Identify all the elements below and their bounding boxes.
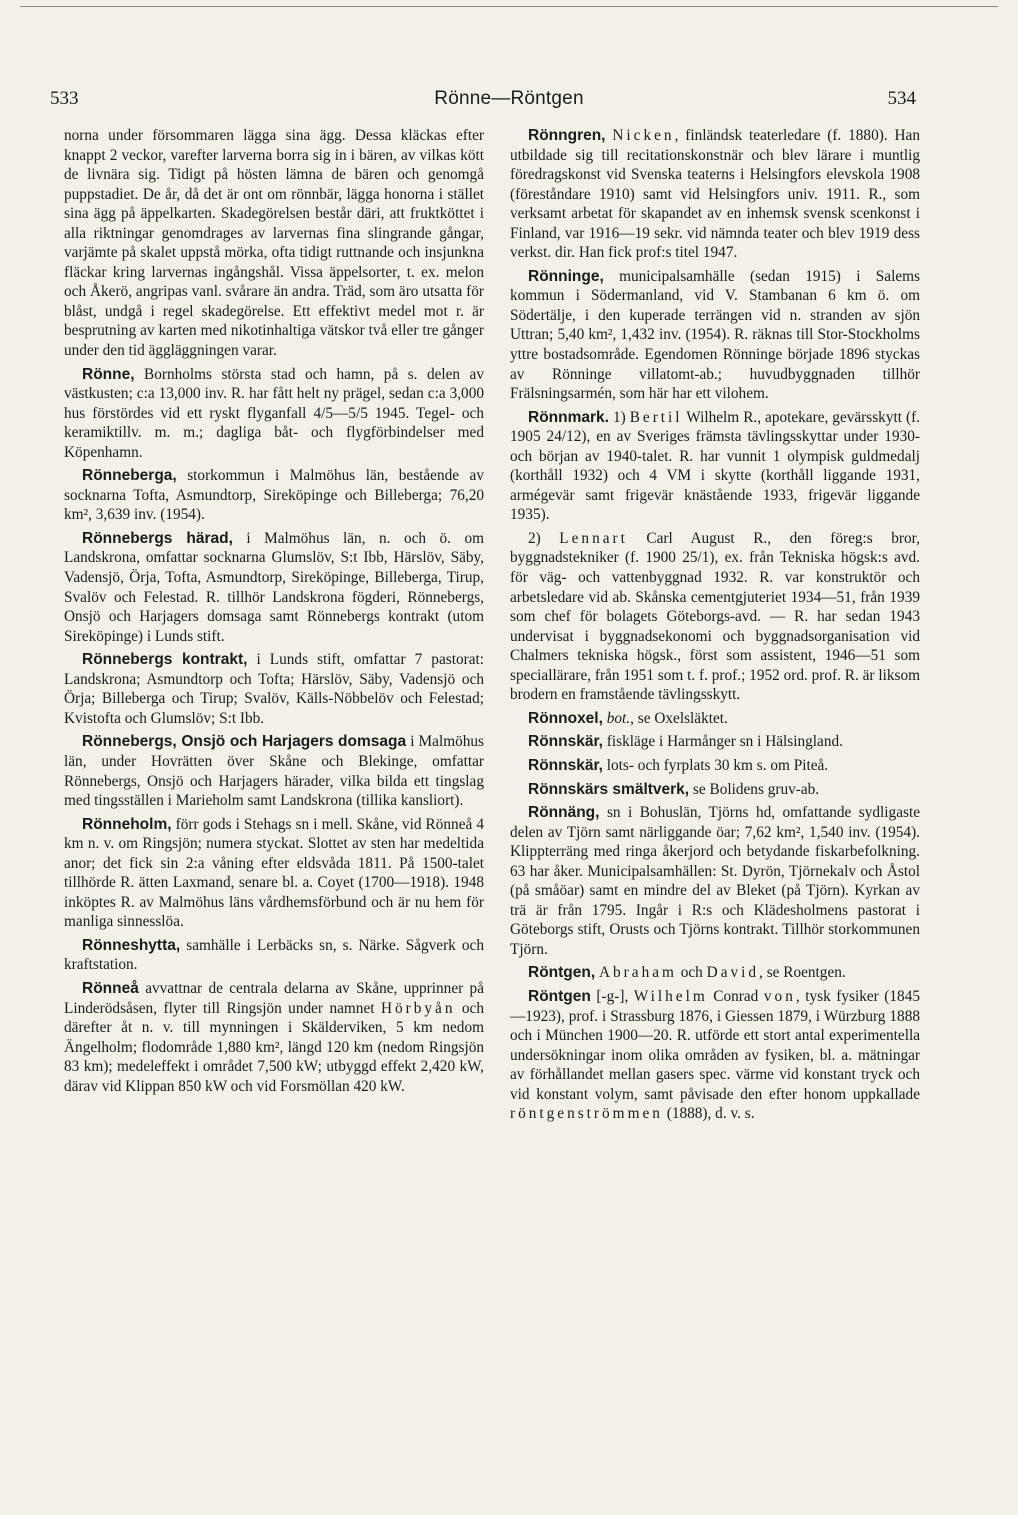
entry-ronnskars-smaltverk xyxy=(510,780,920,800)
entry-rontgen-wilhelm xyxy=(510,987,920,1124)
entry-text: , se Oxelsläktet. xyxy=(630,709,728,727)
headword: Rönneberga, xyxy=(82,467,177,485)
spaced-name: Nicken xyxy=(612,127,675,144)
entry-ronnebergs-harad xyxy=(64,529,484,646)
page-number-left: 533 xyxy=(50,88,79,109)
entry-ronngren xyxy=(510,126,920,263)
entry-text: i Lunds stift, omfattar 7 pastorat: Landskrona; Asmundtorp och Tofta; Härslöv, Säby, Vadensjö och Örja; Billeberga och Tirup; Svalöv, Källs-Nöbbelöv och Felestad; Kvistofta och Glumslöv; S:t Ibb. xyxy=(64,651,484,727)
spaced-name: Bertil xyxy=(629,408,683,426)
entry-text: , tysk fysiker (1845—1923), prof. i Strassburg 1876, i Giessen 1879, i Würzburg 1888 och i München 1900—20. R. utförde ett stort antal experimentella undersökningar inom olika områden av fysiken, bl. a. mätningar av förhållandet mellan gasers spec. värme vid konstant tryck och vid konstant volym, samt påvisade den efter honom uppkallade xyxy=(510,987,920,1103)
page-number-right: 534 xyxy=(887,88,916,109)
entry-ronneholm xyxy=(64,815,484,932)
entry-text: fiskläge i Harmånger sn i Hälsingland. xyxy=(602,733,843,751)
entry-ronnskar-2 xyxy=(510,756,920,776)
left-column xyxy=(64,126,484,1100)
entry-text: och xyxy=(676,964,707,982)
headword: Rönnebergs kontrakt, xyxy=(82,651,248,669)
entry-text: storkommun i Malmöhus län, bestående av socknarna Tofta, Asmundtorp, Sireköpinge och Billeberga; 76,20 km², 3,639 inv. (1954). xyxy=(64,467,484,524)
headword: Rönneå xyxy=(82,979,139,997)
headword: Röntgen xyxy=(528,987,591,1005)
headword: Rönnskärs smältverk, xyxy=(528,780,690,798)
entry-ronneshytta xyxy=(64,936,484,975)
italic-abbrev: bot. xyxy=(606,709,631,727)
running-title: Rönne—Röntgen xyxy=(434,88,584,109)
headword: Rönneholm, xyxy=(82,815,172,833)
entry-text: Bornholms största stad och hamn, på s. delen av västkusten; c:a 13,000 inv. R. har fått helt ny prägel, sedan c:a 3,000 hus förstördes vid ett ryskt flyganfall 4/5—5/5 1945. Tegel- och keramiktillv. m. m.; dagliga båt- och flygförbindelser med Köpenhamn. xyxy=(64,365,484,461)
entry-text: och därefter åt n. v. till mynningen i Skälderviken, 5 km nedom Ängelholm; flodområde 1,880 km², längd 120 km (nedom Ringsjön 83 km); medeleffekt i området 7,500 kW; utbyggd effekt 2,420 kW, därav vid Klippan 850 kW och vid Forsmöllan 420 kW. xyxy=(64,999,484,1095)
right-column xyxy=(510,126,920,1128)
headword: Rönnebergs härad, xyxy=(82,529,233,547)
spaced-name: Hörbyån xyxy=(380,999,456,1017)
headword: Rönne, xyxy=(82,365,135,383)
entry-text: samhälle i Lerbäcks sn, s. Närke. Sågverk och kraftstation. xyxy=(64,936,484,974)
page-header xyxy=(0,88,1018,118)
entry-text: [-g-], xyxy=(590,987,634,1005)
entry-ronnang xyxy=(510,803,920,959)
entry-ronnea xyxy=(64,979,484,1096)
entry-ronnmark-2 xyxy=(510,529,920,705)
entry-text: Conrad xyxy=(707,987,764,1005)
entry-ronninge xyxy=(510,267,920,404)
spaced-term: röntgenströmmen xyxy=(510,1105,663,1123)
headword: Rönngren, xyxy=(528,127,606,144)
spaced-name: von xyxy=(763,987,796,1005)
entry-ronne xyxy=(64,365,484,463)
entry-rontgen-abraham-david xyxy=(510,963,920,983)
entry-ronnskar-1 xyxy=(510,732,920,752)
entry-ronneberga xyxy=(64,466,484,525)
entry-text: Wilhelm R., apotekare, gevärsskytt (f. 1905 24/12), en av Sveriges främsta tävlingsskyttar under 1930- och början av 1940-talet. R. har vunnit 1 olympisk guldmedalj (korthåll 1932) och 4 VM i skytte (korthåll liggande 1931, armégevär samt frigevär knästående 1933, frigevär liggande 1935). xyxy=(510,408,920,524)
entry-text: municipalsamhälle (sedan 1915) i Salems kommun i Södermanland, vid V. Stambanan 6 km ö. om Södertälje, i den kuperade terrängen vid n. stranden av sjön Uttran; 5,40 km², 1,432 inv. (1954). R. räknas till Stor-Stockholms yttre bostadsområde. Egendomen Rönninge började 1896 styckas av Rönninge villatomt-ab.; huvudbyggnaden tillhör Frälsningsarmén, som här har ett vilohem. xyxy=(510,267,920,403)
entry-text: sn i Bohuslän, Tjörns hd, omfattande sydligaste delen av Tjörn samt närliggande öar; 7,62 km², 1,540 inv. (1954). Klippterräng med ringa åkerjord och betydande fiskarbefolkning. 63 har åker. Municipalsamhällen: St. Dyrön, Tjörnekalv och Åstol (på småöar) samt en mindre del av Bleket (på Tjörn). Kyrkan av trä är från 1795. Ingår i R:s och Klädesholmens pastorat i Göteborgs stift, Orusts och Tjörns kontrakt. Tillhör storkommunen Tjörn. xyxy=(510,804,920,958)
headword: Rönnebergs, Onsjö och Harjagers domsaga xyxy=(82,733,407,751)
entry-text: avvattnar de centrala delarna av Skåne, upprinner på Linderödsåsen, flyter till Ringsjön under namnet xyxy=(64,979,484,1017)
headword: Röntgen, xyxy=(528,964,596,982)
entry-text: lots- och fyrplats 30 km s. om Piteå. xyxy=(602,756,829,774)
headword: Rönnskär, xyxy=(528,733,603,751)
headword: Rönnoxel, xyxy=(528,709,603,727)
entry-text: , finländsk teaterledare (f. 1880). Han utbildade sig till recitationskonstnär och blev lärare i muntlig föredragskonst vid Svenska teaterns i Helsingfors elevskola 1908 (föreståndare 1910) samt vid Helsingfors univ. 1911. R., som verksamt arbetat för skapandet av en inhemsk svensk scenkonst i Finland, var 1916—19 sekr. vid nämnda teater och blev 1919 dess verkst. dir. Han fick prof:s titel 1947. xyxy=(510,127,920,262)
entry-text: 1) xyxy=(608,408,630,426)
spaced-name: Abraham xyxy=(598,964,677,982)
headword: Rönnmark. xyxy=(528,408,609,426)
entry-text: 2) xyxy=(528,529,560,547)
entry-ronnebergs-domsaga xyxy=(64,732,484,810)
page-edge-line xyxy=(20,6,998,7)
headword: Rönnäng, xyxy=(528,804,600,822)
headword: Rönninge, xyxy=(528,267,604,285)
spaced-name: Wilhelm xyxy=(633,987,708,1005)
entry-ronnebergs-kontrakt xyxy=(64,650,484,728)
entry-text: i Malmöhus län, under Hovrätten över Skåne och Blekinge, omfattar Rönnebergs, Onsjö och Harjagers härader, vilka bilda ett tingslag med tingsställen i Marieholm samt Landskrona (tillika kansliort). xyxy=(64,733,484,810)
headword: Rönnskär, xyxy=(528,756,603,774)
entry-text: Carl August R., den föreg:s bror, byggnadstekniker (f. 1900 25/1), ex. från Tekniska högsk:s avd. för väg- och vattenbyggnad 1932. R. var konstruktör och arbetsledare vid ab. Skånska cementgjuteriet 1934—51, från 1939 som chef för bolagets Göteborgs-avd. — R. har sedan 1943 undervisat i byggnadsekonomi och byggnadsorganisation vid Chalmers tekniska högsk., först som assistent, 1946—51 som speciallärare, från 1951 som t. f. prof.; 1952 ord. prof. R. är liksom brodern en framstående tävlingsskytt. xyxy=(510,529,920,704)
spaced-name: David xyxy=(706,964,760,982)
entry-text: i Malmöhus län, n. och ö. om Landskrona, omfattar socknarna Glumslöv, S:t Ibb, Härslöv, Säby, Vadensjö, Örja, Tofta, Asmundtorp, Sireköpinge, Billeberga, Tirup, Svalöv och Felestad. R. tillhör Landskrona fögderi, Rönnebergs, Onsjö och Harjagers domsaga samt Rönnebergs kontrakt (utom Sireköpinge) i Lunds stift. xyxy=(64,529,484,645)
headword: Rönneshytta, xyxy=(82,936,181,954)
entry-text: (1888), d. v. s. xyxy=(662,1105,755,1123)
spaced-name: Lennart xyxy=(559,529,628,547)
entry-ronnoxel xyxy=(510,709,920,729)
entry-text: se Bolidens gruv-ab. xyxy=(689,780,820,798)
entry-text: , se Roentgen. xyxy=(759,964,846,982)
entry-ronnmark xyxy=(510,408,920,525)
entry-text: förr gods i Stehags sn i mell. Skåne, vid Rönneå 4 km n. v. om Ringsjön; numera styckat. Slottet av sten har medeltida anor; det fick sin 2:a våning efter eldsvåda 1811. På 1500-talet tillhörde R. ätten Laxmand, senare bl. a. Coyet (1700—1918). 1948 inköptes R. av Malmöhus läns vårdhemsförbund och är nu hem för manliga sinnesslöa. xyxy=(64,815,484,931)
continued-paragraph: norna under försommaren lägga sina ägg. Dessa kläckas efter knappt 2 veckor, varefter larverna borra sig in i bären, av vilkas kött de livnära sig. Tidigt på hösten lämna de bären och genomgå puppstadiet. De år, då det är ont om rönnbär, lägga honorna i stället sina ägg på äppelkarten. Skadegörelsen består däri, att fruktköttet i alla riktningar genomdrages av larvernas fina slingrande gångar, varjämte på skalet uppstå mörka, ofta tidigt ruttnande och insjunkna fläckar kring larvernas ingångshål. Vissa äppelsorter, t. ex. melon och Åkerö, angripas vanl. svårare än andra. Träd, som äro utsatta för blåst, undgå i regel skadegörelse. Ett effektivt medel mot r. är besprutning av karten med nikotinhaltiga vätskor två eller tre gånger under den tid äggläggningen varar. xyxy=(64,127,484,360)
